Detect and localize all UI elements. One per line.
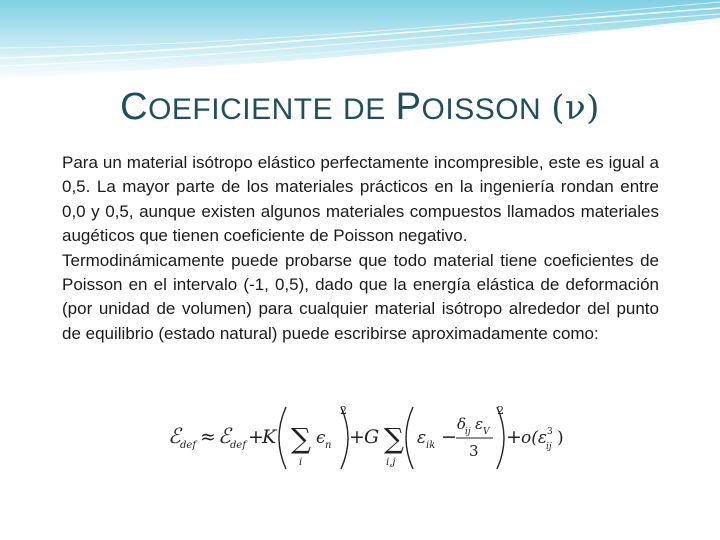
formula-denominator: 3 xyxy=(469,442,479,460)
formula-term-sub: def xyxy=(230,440,247,451)
formula-lhs-sub: def xyxy=(180,440,197,451)
sum-index: i xyxy=(299,457,303,468)
formula-delta-sub: ij xyxy=(465,427,471,437)
formula-approx: ≈ xyxy=(200,426,216,448)
header-decoration xyxy=(0,0,720,95)
formula-eps-v: ε xyxy=(475,415,484,433)
formula-term: ℰ xyxy=(218,424,231,448)
formula-minus: − xyxy=(441,426,457,448)
sum-symbol: ∑ xyxy=(291,422,311,455)
formula-delta: δ xyxy=(457,415,467,433)
title-letter: P xyxy=(395,86,422,128)
formula-plus: + xyxy=(349,426,365,448)
title-word: OEFICIENTE xyxy=(148,93,334,126)
formula-G: G xyxy=(364,426,380,448)
formula-o-term: o(ε xyxy=(521,428,547,448)
formula-plus: + xyxy=(506,426,522,448)
paragraph: Termodinámicamente puede probarse que todo material tiene coeficientes de Poisson en el intervalo (-1, 0,5), dado que la energía elástica de deformación (por unidad de volumen) para cualquier material isótropo alrededor del punto de equilibrio (estado natural) puede escribirse aproximadamente como: xyxy=(62,250,659,343)
title-word: DE xyxy=(343,93,386,126)
sum-index: i,j xyxy=(386,457,396,468)
formula-square: 2 xyxy=(497,404,504,417)
formula-eps-ik-sub: ik xyxy=(426,440,436,451)
formula-K: K xyxy=(262,426,277,448)
formula-plus: + xyxy=(248,426,264,448)
formula-o-close: ) xyxy=(557,428,564,448)
title-symbol: (ν) xyxy=(551,88,600,128)
paren-left-2 xyxy=(406,407,413,469)
formula-o-sub: ij xyxy=(546,442,552,452)
slide-title xyxy=(0,86,720,129)
paragraph: Para un material isótropo elástico perfectamente incompresible, este es igual a 0,5. La mayor parte de los materiales prácticos en la ingeniería rondan entre 0,0 y 0,5, aunque existen algunos materiales compuestos llamados materiales augéticos que tienen coeficiente de Poisson negativo. xyxy=(62,153,659,246)
sum-symbol: ∑ xyxy=(384,422,404,455)
title-word: OISSON xyxy=(421,93,542,126)
formula-eps-n-sub: n xyxy=(325,440,332,451)
formula-square: 2 xyxy=(340,404,347,417)
paren-left-1 xyxy=(279,407,286,469)
body-text xyxy=(62,151,659,346)
formula-eps-n: ϵ xyxy=(316,428,326,448)
energy-formula xyxy=(160,398,565,473)
title-letter: C xyxy=(120,86,149,128)
formula-lhs: ℰ xyxy=(168,424,181,448)
formula-eps-v-sub: V xyxy=(483,427,490,437)
formula-o-sup: 3 xyxy=(547,427,553,437)
formula-eps-ik: ε xyxy=(417,428,427,448)
